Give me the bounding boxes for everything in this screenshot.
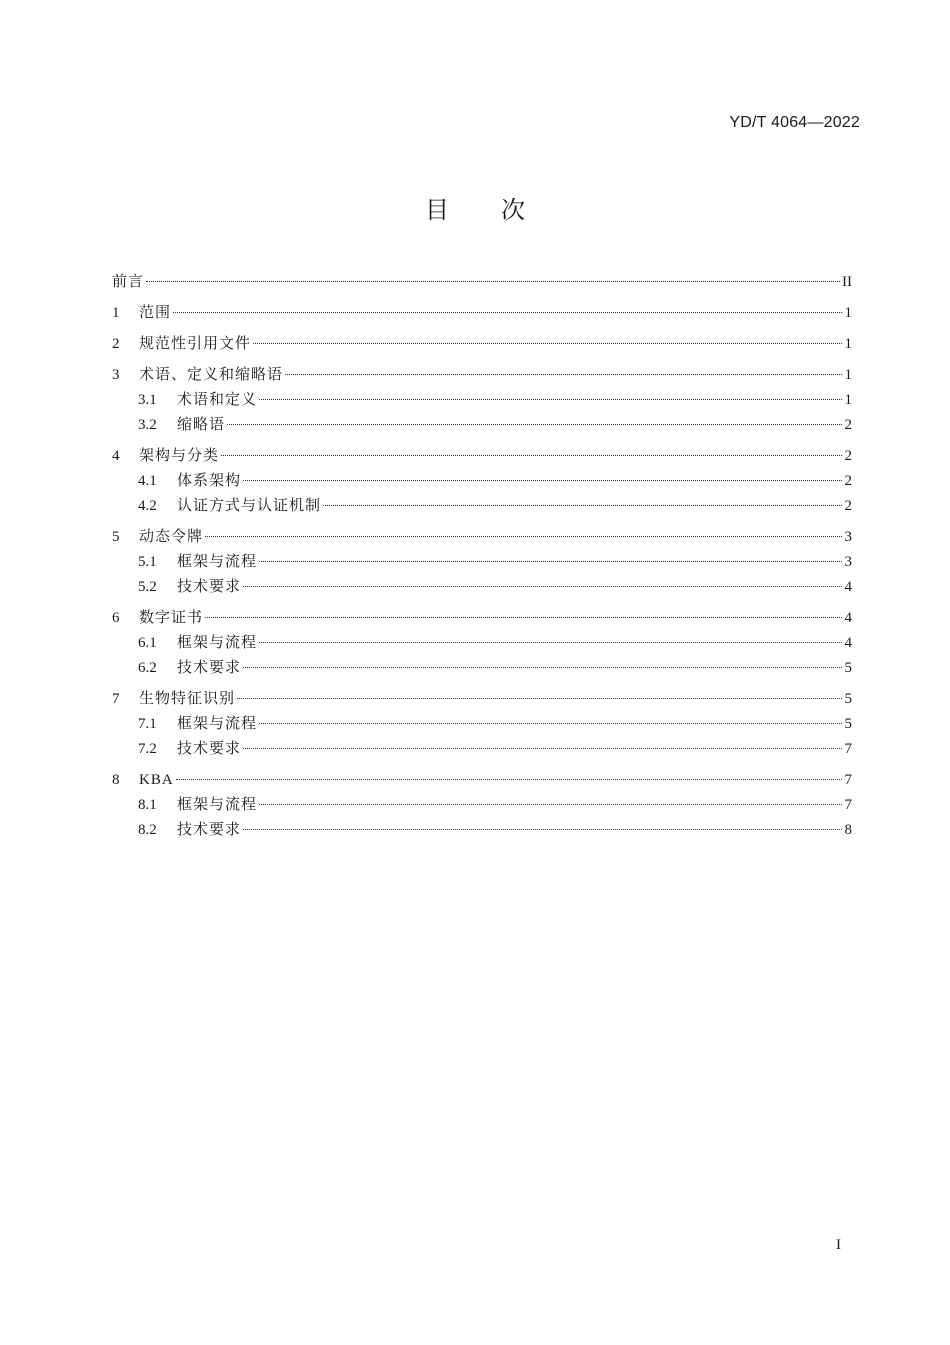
toc-entry-number: 7 bbox=[112, 691, 120, 707]
toc-entry-number: 6 bbox=[112, 610, 120, 626]
toc-entry-number: 5.1 bbox=[138, 554, 157, 570]
toc-entry-page: 7 bbox=[844, 797, 852, 813]
toc-dot-leader bbox=[259, 642, 842, 643]
toc-entry-page: 1 bbox=[844, 367, 852, 383]
toc-dot-leader bbox=[205, 536, 842, 537]
toc-entry-label: 技术要求 bbox=[177, 822, 242, 838]
toc-subentry[interactable] bbox=[112, 575, 852, 600]
toc-dot-leader bbox=[243, 748, 842, 749]
toc-subentry[interactable] bbox=[112, 737, 852, 762]
toc-entry-page: 3 bbox=[844, 529, 852, 545]
toc-entry-page: II bbox=[842, 274, 852, 290]
toc-entry[interactable] bbox=[112, 270, 852, 295]
toc-subentry[interactable] bbox=[112, 469, 852, 494]
toc-entry-label: 技术要求 bbox=[177, 579, 242, 595]
toc-entry-number: 4 bbox=[112, 448, 120, 464]
toc-entry[interactable] bbox=[112, 444, 852, 469]
toc-entry-page: 2 bbox=[844, 498, 852, 514]
toc-subentry[interactable] bbox=[112, 413, 852, 438]
toc-subentry[interactable] bbox=[112, 388, 852, 413]
toc-entry[interactable] bbox=[112, 606, 852, 631]
toc-entry-label: 框架与流程 bbox=[177, 635, 258, 651]
toc-subentry[interactable] bbox=[112, 656, 852, 681]
toc-entry-page: 3 bbox=[844, 554, 852, 570]
toc-title-char-2: 次 bbox=[501, 196, 525, 224]
toc-subentry[interactable] bbox=[112, 818, 852, 843]
toc-dot-leader bbox=[173, 312, 842, 313]
toc-entry[interactable] bbox=[112, 687, 852, 712]
toc-entry-label: KBA bbox=[139, 772, 174, 788]
toc-entry-page: 8 bbox=[844, 822, 852, 838]
toc-entry-label: 技术要求 bbox=[177, 741, 242, 757]
toc-entry-number: 1 bbox=[112, 305, 120, 321]
toc-entry-number: 4.2 bbox=[138, 498, 157, 514]
toc-dot-leader bbox=[221, 455, 842, 456]
toc-entry-page: 5 bbox=[844, 691, 852, 707]
toc-entry-page: 1 bbox=[844, 305, 852, 321]
toc-entry-page: 4 bbox=[844, 579, 852, 595]
toc-entry-page: 4 bbox=[844, 635, 852, 651]
toc-title bbox=[0, 190, 950, 225]
toc-entry[interactable] bbox=[112, 363, 852, 388]
toc-entry-page: 2 bbox=[844, 417, 852, 433]
toc-entry-label: 框架与流程 bbox=[177, 554, 258, 570]
toc-dot-leader bbox=[243, 480, 842, 481]
toc-dot-leader bbox=[227, 424, 842, 425]
toc-entry-number: 6.1 bbox=[138, 635, 157, 651]
toc-entry-number: 7.1 bbox=[138, 716, 157, 732]
toc-entry-page: 5 bbox=[844, 660, 852, 676]
toc-entry-label: 数字证书 bbox=[139, 610, 204, 626]
toc-entry-label: 规范性引用文件 bbox=[139, 336, 252, 352]
toc-dot-leader bbox=[237, 698, 842, 699]
toc-entry-label: 术语、定义和缩略语 bbox=[139, 367, 284, 383]
table-of-contents bbox=[112, 270, 852, 843]
toc-entry-number: 3.1 bbox=[138, 392, 157, 408]
toc-entry-label: 架构与分类 bbox=[139, 448, 220, 464]
toc-entry-page: 7 bbox=[844, 772, 852, 788]
toc-entry-number: 4.1 bbox=[138, 473, 157, 489]
toc-entry[interactable] bbox=[112, 301, 852, 326]
toc-dot-leader bbox=[243, 586, 842, 587]
standard-number: YD/T 4064—2022 bbox=[729, 114, 860, 131]
toc-dot-leader bbox=[259, 723, 842, 724]
toc-entry-label: 认证方式与认证机制 bbox=[177, 498, 322, 514]
toc-dot-leader bbox=[259, 561, 842, 562]
toc-entry-label: 体系架构 bbox=[177, 473, 242, 489]
toc-entry-number: 8 bbox=[112, 772, 120, 788]
toc-entry-number: 7.2 bbox=[138, 741, 157, 757]
toc-entry[interactable] bbox=[112, 332, 852, 357]
toc-entry-label: 术语和定义 bbox=[177, 392, 258, 408]
toc-dot-leader bbox=[243, 667, 842, 668]
toc-dot-leader bbox=[323, 505, 842, 506]
toc-entry-number: 8.1 bbox=[138, 797, 157, 813]
toc-entry-number: 6.2 bbox=[138, 660, 157, 676]
toc-entry-number: 3.2 bbox=[138, 417, 157, 433]
toc-subentry[interactable] bbox=[112, 712, 852, 737]
toc-entry-page: 5 bbox=[844, 716, 852, 732]
toc-entry-page: 2 bbox=[844, 473, 852, 489]
toc-dot-leader bbox=[259, 804, 842, 805]
toc-subentry[interactable] bbox=[112, 793, 852, 818]
toc-entry[interactable] bbox=[112, 768, 852, 793]
toc-title-char-1: 目 bbox=[425, 196, 449, 224]
toc-entry-number: 5 bbox=[112, 529, 120, 545]
toc-entry-page: 4 bbox=[844, 610, 852, 626]
toc-entry-page: 1 bbox=[844, 392, 852, 408]
toc-dot-leader bbox=[243, 829, 842, 830]
toc-entry-page: 2 bbox=[844, 448, 852, 464]
toc-entry-label: 范围 bbox=[139, 305, 172, 321]
toc-dot-leader bbox=[253, 343, 842, 344]
toc-subentry[interactable] bbox=[112, 631, 852, 656]
toc-subentry[interactable] bbox=[112, 494, 852, 519]
toc-entry-label: 技术要求 bbox=[177, 660, 242, 676]
toc-entry-label: 动态令牌 bbox=[139, 529, 204, 545]
toc-entry[interactable] bbox=[112, 525, 852, 550]
toc-entry-number: 2 bbox=[112, 336, 120, 352]
toc-entry-label: 框架与流程 bbox=[177, 797, 258, 813]
toc-dot-leader bbox=[146, 281, 840, 282]
toc-subentry[interactable] bbox=[112, 550, 852, 575]
toc-entry-label: 缩略语 bbox=[177, 417, 226, 433]
toc-entry-number: 5.2 bbox=[138, 579, 157, 595]
toc-dot-leader bbox=[259, 399, 842, 400]
toc-dot-leader bbox=[176, 779, 842, 780]
toc-entry-label: 前言 bbox=[112, 274, 145, 290]
toc-entry-page: 7 bbox=[844, 741, 852, 757]
toc-entry-number: 3 bbox=[112, 367, 120, 383]
toc-entry-page: 1 bbox=[844, 336, 852, 352]
toc-dot-leader bbox=[205, 617, 842, 618]
toc-dot-leader bbox=[285, 374, 842, 375]
toc-entry-label: 生物特征识别 bbox=[139, 691, 236, 707]
toc-entry-label: 框架与流程 bbox=[177, 716, 258, 732]
toc-entry-number: 8.2 bbox=[138, 822, 157, 838]
page-number: I bbox=[836, 1237, 841, 1253]
